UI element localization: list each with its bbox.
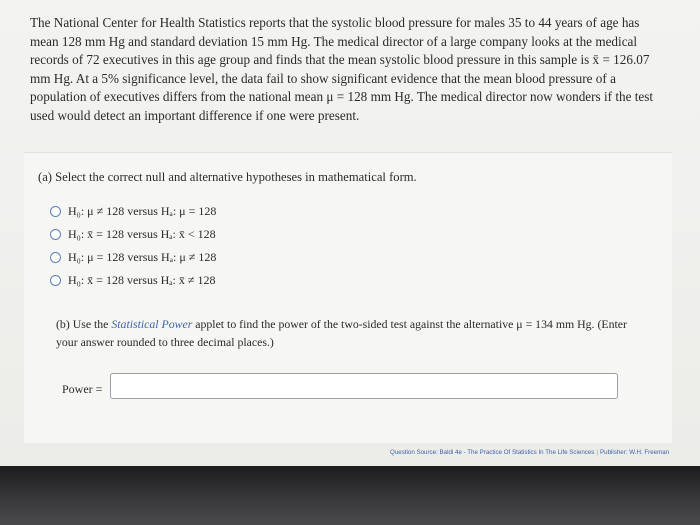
power-input[interactable]	[110, 373, 618, 399]
question-card	[24, 152, 672, 443]
problem-statement: The National Center for Health Statistics reports that the systolic blood pressure for males 35 to 44 years of age has mean 128 mm Hg and standard deviation 15 mm Hg. The medical director of a large company looks at the medical records of 72 executives in this age group and finds that the mean systolic blood pressure in this sample is x̄ = 126.07 mm Hg. At a 5% significance level, the data fail to show significant evidence that the mean blood pressure of a population of executives differs from the national mean μ = 128 mm Hg. The medical director now wonders if the test used would detect an important difference if one were present.	[30, 15, 654, 123]
question-source-footer	[390, 449, 700, 456]
question-source-link[interactable]: Question Source: Baldi 4e - The Practice Of Statistics In The Life Sciences	[390, 449, 595, 456]
option-label: H₀: x̄ = 128 versus Hₐ: x̄ < 128	[68, 227, 216, 241]
radio-button-icon[interactable]	[50, 229, 61, 240]
hypothesis-option-4[interactable]	[50, 269, 216, 292]
radio-button-icon[interactable]	[50, 275, 61, 286]
part-b-text-end: applet to find the power of the two-sided test against the alternative μ = 134 mm Hg. (Enter your answer rounded to three decimal places.)	[56, 317, 627, 349]
radio-button-icon[interactable]	[50, 206, 61, 217]
footer-separator: |	[596, 449, 599, 456]
part-a-prompt: (a) Select the correct null and alternative hypotheses in mathematical form.	[38, 170, 417, 184]
publisher-link[interactable]: Publisher: W.H. Freeman	[600, 449, 670, 456]
hypothesis-option-1[interactable]	[50, 200, 216, 223]
part-b-text-start: (b) Use the	[56, 317, 112, 331]
part-b-prompt	[56, 316, 646, 351]
power-label: Power =	[62, 382, 103, 396]
monitor-bezel	[0, 466, 700, 525]
radio-button-icon[interactable]	[50, 252, 61, 263]
statistical-power-applet-link[interactable]: Statistical Power	[111, 317, 193, 331]
hypothesis-option-3[interactable]	[50, 246, 216, 269]
hypothesis-option-2[interactable]	[50, 223, 216, 246]
hypothesis-options	[50, 200, 216, 292]
option-label: H₀: x̄ = 128 versus Hₐ: x̄ ≠ 128	[68, 273, 216, 287]
option-label: H₀: μ = 128 versus Hₐ: μ ≠ 128	[68, 250, 217, 264]
option-label: H₀: μ ≠ 128 versus Hₐ: μ = 128	[68, 204, 217, 218]
